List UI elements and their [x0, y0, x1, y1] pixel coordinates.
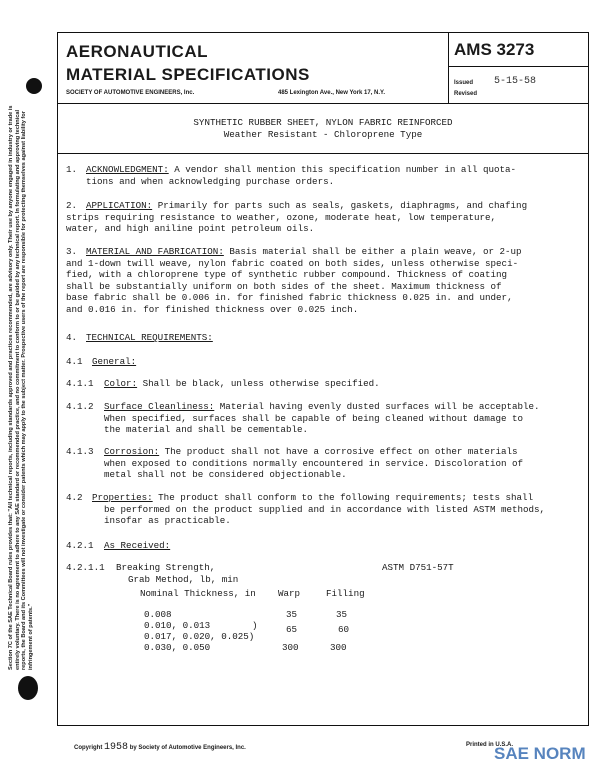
text-line: metal shall not be considered objectionable. — [104, 469, 347, 480]
section-heading: Surface Cleanliness: — [104, 401, 215, 412]
text-line: shall be substantially uniform on both sides of the sheet. Maximum thickness of — [66, 280, 502, 292]
side-note — [8, 90, 34, 670]
watermark-logo: SAE NORM — [494, 744, 586, 763]
spec-number-rule — [448, 66, 589, 67]
section-heading: TECHNICAL REQUIREMENTS: — [86, 332, 213, 343]
section-heading: APPLICATION: — [86, 200, 153, 211]
section-heading: Corrosion: — [104, 446, 160, 457]
text-line: The product shall not have a corrosive effect on other materials — [164, 446, 518, 457]
copyright-label: Copyright — [74, 745, 103, 751]
text-line: tions and when acknowledging purchase orders. — [86, 175, 335, 187]
table-cell-thickness: 0.010, 0.013 — [144, 620, 211, 631]
issued-label: Issued — [454, 80, 474, 86]
section-number: 4. — [66, 332, 78, 343]
text-line: and 0.016 in. for finished thickness over 0.025 inch. — [66, 303, 359, 315]
header-divider — [448, 32, 449, 103]
header-title-line1: AERONAUTICAL — [66, 42, 208, 61]
table-cell-warp: 300 — [282, 642, 299, 653]
text-line: Primarily for parts such as seals, gaskets, diaphragms, and chafing — [157, 200, 528, 211]
spec-number: AMS 3273 — [454, 40, 535, 59]
section-number: 1. — [66, 164, 78, 175]
section-411-body — [104, 378, 380, 390]
issued-date: 5-15-58 — [494, 76, 537, 87]
breaking-strength-label: Breaking Strength, — [116, 562, 216, 573]
section-heading: Properties: — [92, 492, 153, 503]
section-heading: General: — [92, 356, 137, 367]
table-bracket: ) — [252, 620, 258, 631]
side-note-text: Section 7C of the SAE Technical Board rules provides that: "All technical reports, including standards approved and practices recommended, are advisory only. Their use by anyone engaged in industry or trade is entirely voluntary. There is no agreement to adhere to any SAE standard or recommended practice, and no commitment to conform to or be guided by any technical report. In formulating and approving technical reports, the Board and its Committees will not investigate or consider patents which may apply to the subject matter. Prospective users of the report are responsible for protecting themselves against liability for infringement of patents." — [8, 105, 34, 670]
text-line: the material and shall be cementable. — [104, 424, 308, 435]
revised-label: Revised — [454, 91, 478, 97]
title-rule — [57, 153, 589, 154]
punch-hole-mark — [18, 676, 38, 700]
text-line: Shall be black, unless otherwise specified. — [142, 378, 380, 389]
section-number: 4.2.1 — [66, 540, 94, 551]
text-line: water, and high aniline point petroleum oils. — [66, 223, 315, 234]
table-cell-thickness: 0.030, 0.050 — [144, 642, 211, 653]
section-1 — [66, 164, 77, 176]
table-cell-warp: 35 — [286, 609, 298, 620]
punch-hole-mark — [26, 78, 42, 94]
doc-title-line2: Weather Resistant - Chloroprene Type — [223, 129, 423, 140]
text-line: base fabric shall be 0.006 in. for finished fabric thickness 0.025 in. and under, — [66, 292, 513, 303]
table-cell-filling: 300 — [330, 642, 347, 653]
text-line: Basis material shall be either a plain weave, or 2-up — [229, 246, 522, 257]
table-cell-thickness: 0.017, 0.020, 0.025) — [144, 631, 255, 642]
section-heading: MATERIAL AND FABRICATION: — [86, 246, 224, 257]
section-heading: As Received: — [104, 540, 171, 551]
section-number: 4.1.2 — [66, 401, 94, 412]
text-line: fied, with a chloroprene type of synthetic rubber compound. Thickness of coating — [66, 269, 508, 280]
copyright-year: 1958 — [104, 742, 129, 753]
doc-title-line1: SYNTHETIC RUBBER SHEET, NYLON FABRIC REINFORCED — [193, 117, 453, 128]
printed-in: Printed in U.S.A. — [466, 742, 514, 748]
text-line: strips requiring resistance to weather, ozone, moderate heat, low temperature, — [66, 211, 497, 223]
section-heading: Color: — [104, 378, 138, 389]
section-number: 4.1 — [66, 356, 83, 367]
text-line: Material having evenly dusted surfaces will be acceptable. — [219, 401, 540, 412]
society-name: SOCIETY OF AUTOMOTIVE ENGINEERS, Inc. — [66, 90, 195, 96]
table-cell-warp: 65 — [286, 624, 298, 635]
section-2-body — [66, 200, 576, 235]
grab-method-label: Grab Method, lb, min — [128, 574, 239, 585]
section-1-body — [86, 164, 576, 187]
text-line: and 1-down twill weave, nylon fabric coated on both sides, unless otherwise speci- — [66, 257, 519, 269]
section-413-body — [104, 446, 584, 481]
section-number: 4.1.3 — [66, 446, 94, 457]
text-line: when exposed to conditions normally encountered in service. Discoloration of — [104, 457, 524, 469]
text-line: insofar as practicable. — [104, 515, 231, 526]
section-heading: ACKNOWLEDGMENT: — [86, 164, 169, 175]
table-header-filling: Filling — [326, 588, 365, 599]
section-number: 2. — [66, 200, 78, 211]
table-cell-filling: 60 — [338, 624, 350, 635]
table-header-warp: Warp — [278, 588, 301, 599]
section-number: 3. — [66, 246, 78, 257]
section-3-body — [66, 246, 576, 315]
table-cell-filling: 35 — [336, 609, 348, 620]
astm-reference: ASTM D751-57T — [382, 562, 454, 573]
section-number: 4.2.1.1 — [66, 562, 105, 573]
header-rule — [57, 103, 589, 104]
section-412-body — [104, 401, 584, 436]
copyright-holder: by Society of Automotive Engineers, Inc. — [129, 745, 246, 751]
footer-copyright — [74, 742, 246, 753]
header-title-line2: MATERIAL SPECIFICATIONS — [66, 65, 310, 84]
text-line: The product shall conform to the following requirements; tests shall — [158, 492, 534, 503]
section-number: 4.2 — [66, 492, 83, 503]
table-cell-thickness: 0.008 — [144, 609, 172, 620]
society-address: 485 Lexington Ave., New York 17, N.Y. — [278, 90, 386, 96]
section-number: 4.1.1 — [66, 378, 94, 389]
text-line: A vendor shall mention this specification number in all quota- — [174, 164, 517, 175]
table-header-thickness: Nominal Thickness, in — [140, 588, 256, 599]
section-42-body — [92, 492, 582, 527]
text-line: be performed on the product supplied and in accordance with listed ASTM methods, — [104, 503, 546, 515]
text-line: When specified, surfaces shall be capable of being cleaned without damage to — [104, 412, 524, 424]
